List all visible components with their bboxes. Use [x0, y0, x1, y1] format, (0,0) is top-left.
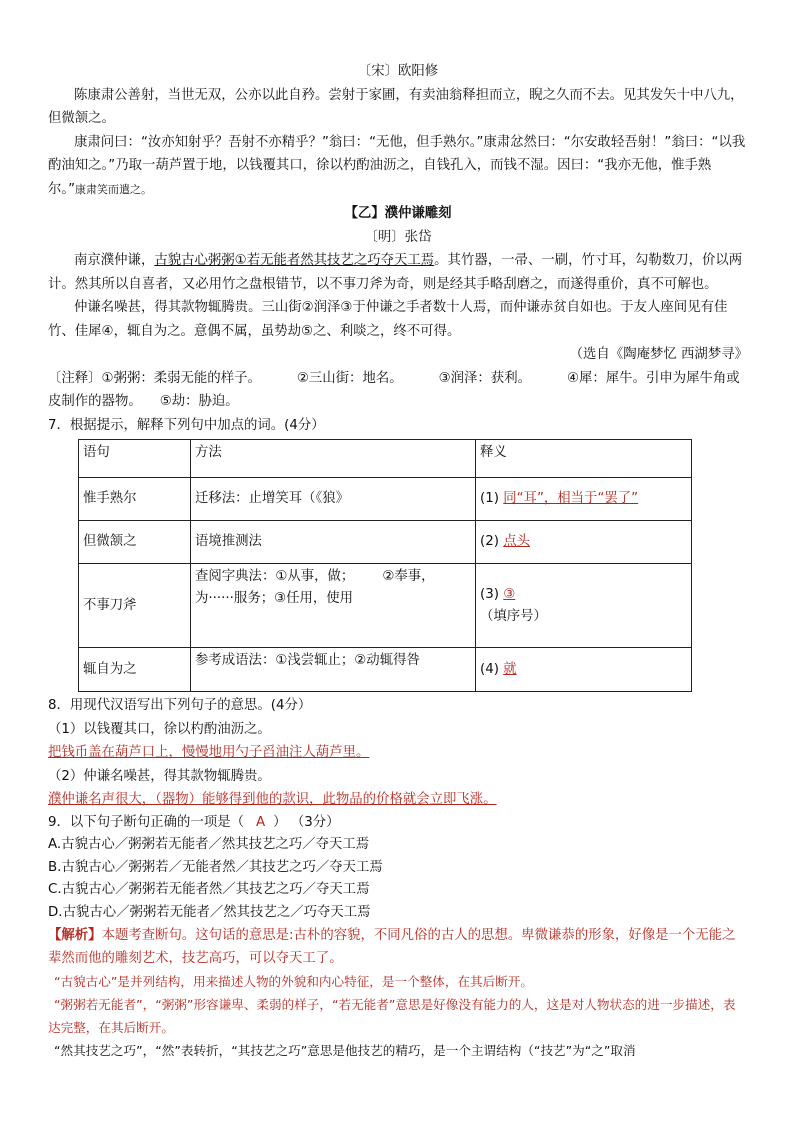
- row1-num: (1): [480, 491, 499, 506]
- row4-answer: 就: [503, 661, 517, 677]
- note-1: 〔注释〕①粥粥：柔弱无能的样子。: [48, 370, 261, 386]
- q9-explanation: [48, 924, 748, 970]
- q9-stem-end: ） （3分）: [273, 814, 340, 830]
- row3-answer-cell: [476, 564, 692, 648]
- q8-sentence-1: （1）以钱覆其口，徐以杓酌油沥之。: [48, 721, 271, 737]
- q9-option-c: C.古貌古心／粥粥若无能者然／其技艺之巧／夺天工焉: [48, 882, 370, 897]
- explanation-tag: 【解析】: [48, 928, 102, 943]
- yi-p1-rest: 。其竹器，一帚、一刷，竹寸耳，勾勒数刀，价以两计。然其所以自喜者，又必用竹之盘根错节，以不事刀斧为奇，则是经其手略刮磨之，而遂得重价，真不可解也。: [48, 253, 743, 292]
- row3-method: [191, 564, 476, 648]
- q8-sentence-2: （2）仲谦名噪甚，得其款物辄腾贵。: [48, 768, 271, 784]
- table-row: [79, 564, 692, 648]
- row3-sentence: 不事刀斧: [79, 564, 191, 648]
- row3-extra: （填序号）: [480, 608, 547, 624]
- document-page: [48, 60, 748, 1062]
- row3-num: (3): [480, 586, 499, 602]
- row1-answer: 同“耳”，相当于“罢了”: [503, 491, 639, 506]
- q7-table: [78, 439, 692, 692]
- yi-notes: [48, 367, 748, 414]
- q9-option-d: D.古貌古心／粥粥若无能者／然其技艺之／巧夺天工焉: [48, 904, 371, 920]
- q7-stem: 7．根据提示，解释下列句中加点的词。(4分）: [48, 417, 325, 433]
- jia-paragraph-1: 陈康肃公善射，当世无双，公亦以此自矜。尝射于家圃，有卖油翁释担而立，睨之久而不去。见其发矢十中八九，但微颔之。: [48, 87, 744, 126]
- yi-p1-start: 南京濮仲谦，: [74, 253, 155, 268]
- header-meaning: 释义: [476, 440, 692, 478]
- jia-paragraph-2-text: 康肃问曰：“汝亦知射乎？吾射不亦精乎？”翁曰：“无他，但手熟尔。”康肃忿然曰：“尔安敢轻吾射！”翁曰：“以我酌油知之。”乃取一葫芦置于地，以钱覆其口，徐以杓酌油沥之，自钱孔入，而钱不湿。因曰：“我亦无他，惟手熟尔。”: [48, 134, 746, 197]
- yi-title: 【乙】濮仲谦雕刻: [344, 206, 452, 221]
- row3-method-line1: 查阅字典法：①从事，做；: [195, 569, 355, 584]
- row4-answer-cell: [476, 648, 692, 692]
- row3-method-line2: 为······服务；③任用，使用: [195, 591, 354, 606]
- row1-answer-cell: [476, 478, 692, 521]
- explanation-text-4: “然其技艺之巧”，“然”表转折，“其技艺之巧”意思是他技艺的精巧，是一个主谓结构（“技艺”为“之”取消: [54, 1043, 636, 1058]
- q9-answer: A: [256, 814, 266, 830]
- note-6: ⑤劫：胁迫。: [159, 394, 239, 409]
- q8-answer-2: 濮仲谦名声很大，（器物）能够得到他的款识，此物品的价格就会立即飞涨。: [48, 792, 497, 807]
- header-sentence: 语句: [79, 440, 191, 478]
- jia-paragraph-2-small: 康肃笑而遣之。: [75, 182, 153, 196]
- yi-paragraph-2: 仲谦名噪甚，得其款物辄腾贵。三山街②润泽③于仲谦之手者数十人焉，而仲谦赤贫自如也。于友人座间见有佳竹、佳犀④，辄自为之。意偶不属，虽势劫⑤之、利啖之，终不可得。: [48, 300, 728, 339]
- row2-method: 语境推测法: [191, 521, 476, 564]
- explanation-text-2: “古貌古心”是并列结构，用来描述人物的外貌和内心特征，是一个整体，在其后断开。: [54, 974, 534, 989]
- header-method: 方法: [191, 440, 476, 478]
- table-row: [79, 521, 692, 564]
- jia-author: 〔宋〕欧阳修: [357, 64, 439, 79]
- yi-paragraph-1: [48, 249, 748, 296]
- table-row: [79, 648, 692, 692]
- yi-author: 〔明〕张岱: [364, 229, 432, 245]
- q9-option-b: B.古貌古心／粥粥若／无能者然／其技艺之巧／夺天工焉: [48, 859, 383, 875]
- explanation-text-1: 本题考查断句。这句话的意思是:古朴的容貌，不同凡俗的古人的思想。卑微谦恭的形象，好像是一个无能之辈然而他的雕刻艺术，技艺高巧，可以夺天工了。: [48, 928, 736, 966]
- row1-method: 迁移法：止增笑耳（《狼》: [191, 478, 476, 521]
- note-2: ②三山街：地名。: [296, 370, 403, 386]
- row4-num: (4): [480, 661, 499, 677]
- q9-option-a: A.古貌古心／粥粥若无能者／然其技艺之巧／夺天工焉: [48, 837, 370, 852]
- q8-stem: 8．用现代汉语写出下列句子的意思。(4分）: [48, 698, 312, 713]
- row4-sentence: 辄自为之: [79, 648, 191, 692]
- q9-stem: [48, 812, 748, 835]
- row2-num: (2): [480, 534, 499, 549]
- row4-method: 参考成语法：①浅尝辄止；②动辄得咎: [191, 648, 476, 692]
- q9-stem-start: 9．以下句子断句正确的一项是（: [48, 814, 244, 830]
- yi-p1-underlined: 古貌古心粥粥①若无能者然其技艺之巧夺天工焉: [154, 253, 435, 268]
- row2-answer-cell: [476, 521, 692, 564]
- row3-answer: ③: [503, 586, 516, 602]
- table-row: [79, 478, 692, 521]
- note-4: ④犀：犀牛。引申为犀牛角或: [566, 370, 740, 386]
- table-row: [79, 440, 692, 478]
- row2-sentence: 但微颔之: [79, 521, 191, 564]
- note-3: ③润泽：获利。: [438, 370, 531, 386]
- row2-answer: 点头: [503, 534, 531, 549]
- note-5: 皮制作的器物。: [48, 394, 142, 409]
- jia-paragraph-2: [48, 131, 748, 202]
- q8-answer-1: 把钱币盖在葫芦口上，慢慢地用勺子舀油注人葫芦里。: [48, 745, 370, 760]
- row3-method-line1b: ②奉事，: [382, 569, 435, 584]
- explanation-text-3: “粥粥若无能者”，“粥粥”形容谦卑、柔弱的样子，“若无能者”意思是好像没有能力的人，这是对人物状态的进一步描述，表达完整，在其后断开。: [48, 997, 736, 1035]
- row1-sentence: 惟手熟尔: [79, 478, 191, 521]
- yi-source: （选自《陶庵梦忆 西湖梦寻》: [569, 347, 748, 362]
